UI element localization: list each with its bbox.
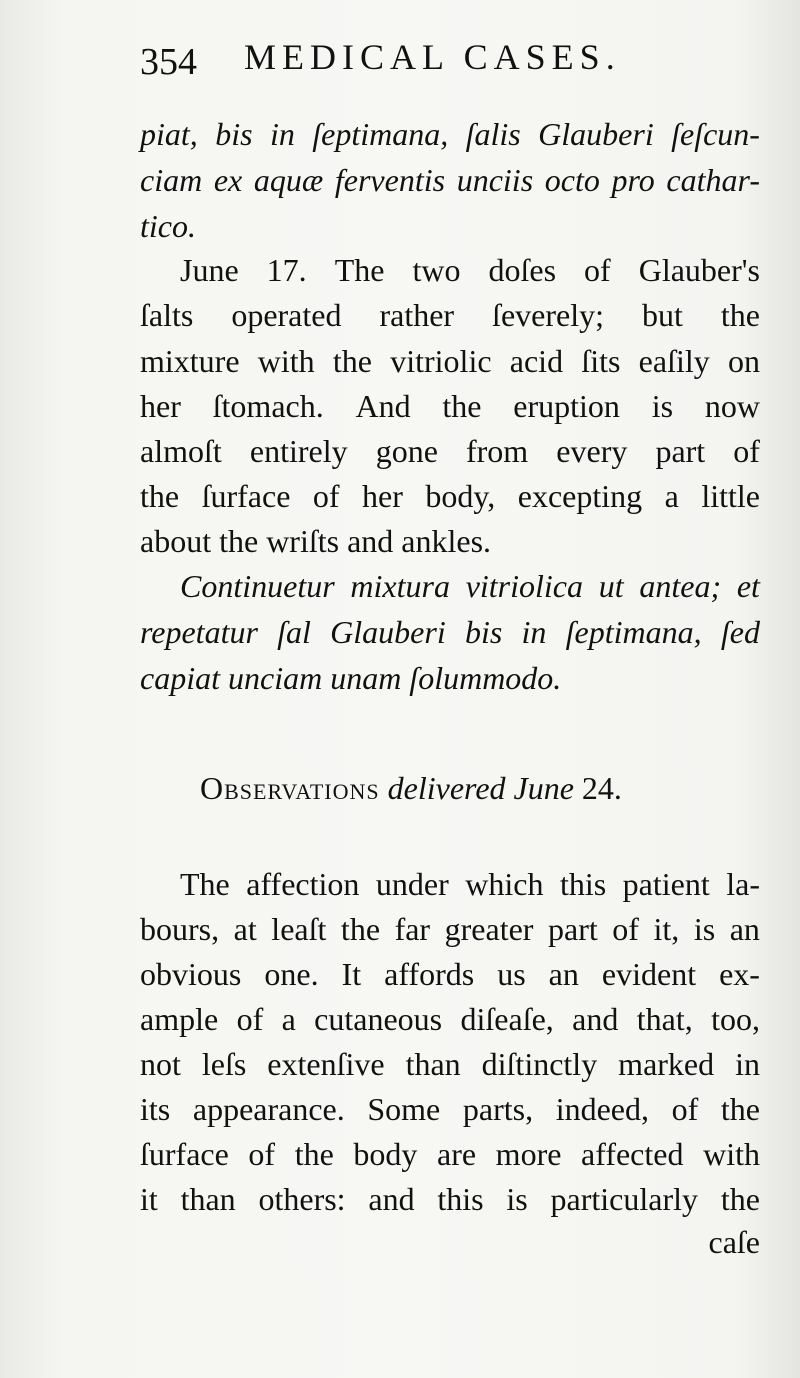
text-line: tico. (140, 208, 196, 244)
text-line: mixture with the vitriolic acid ſits eaſily on (140, 343, 760, 379)
page-number: 354 (140, 41, 197, 83)
text-line: The affection under which this patient la- (180, 866, 760, 902)
text-line: Continuetur mixtura vitriolica ut antea; et (180, 568, 760, 604)
section-heading (200, 770, 622, 807)
heading-italic: delivered June (387, 770, 574, 806)
text-line: her ſtomach. And the eruption is now (140, 388, 760, 424)
text-line: ſurface of the body are more affected with (140, 1136, 760, 1172)
text-line: ciam ex aquæ ferventis unciis octo pro cathar- (140, 162, 760, 198)
text-line: repetatur ſal Glauberi bis in ſeptimana, ſed (140, 614, 760, 650)
text-line: ſalts operated rather ſeverely; but the (140, 297, 760, 333)
heading-date: 24. (581, 770, 622, 806)
text-line: June 17. The two doſes of Glauber's (180, 252, 760, 288)
text-line: obvious one. It affords us an evident ex- (140, 956, 760, 992)
text-line: capiat unciam unam ſolummodo. (140, 660, 562, 696)
catchword: caſe (708, 1224, 760, 1260)
heading-caps: Observations (200, 770, 380, 806)
text-line: almoſt entirely gone from every part of (140, 433, 760, 469)
text-line: bours, at leaſt the far greater part of it, is an (140, 911, 760, 947)
text-line: piat, bis in ſeptimana, ſalis Glauberi ſeſcun- (140, 116, 760, 152)
page-header (140, 30, 780, 90)
text-line: not leſs extenſive than diſtinctly marked in (140, 1046, 760, 1082)
text-line: its appearance. Some parts, indeed, of the (140, 1091, 760, 1127)
text-line: it than others: and this is particularly the (140, 1181, 760, 1217)
text-line: ample of a cutaneous diſeaſe, and that, too, (140, 1001, 760, 1037)
running-head: MEDICAL CASES. (244, 37, 621, 77)
text-line: about the wriſts and ankles. (140, 523, 492, 559)
text-line: the ſurface of her body, excepting a little (140, 478, 760, 514)
